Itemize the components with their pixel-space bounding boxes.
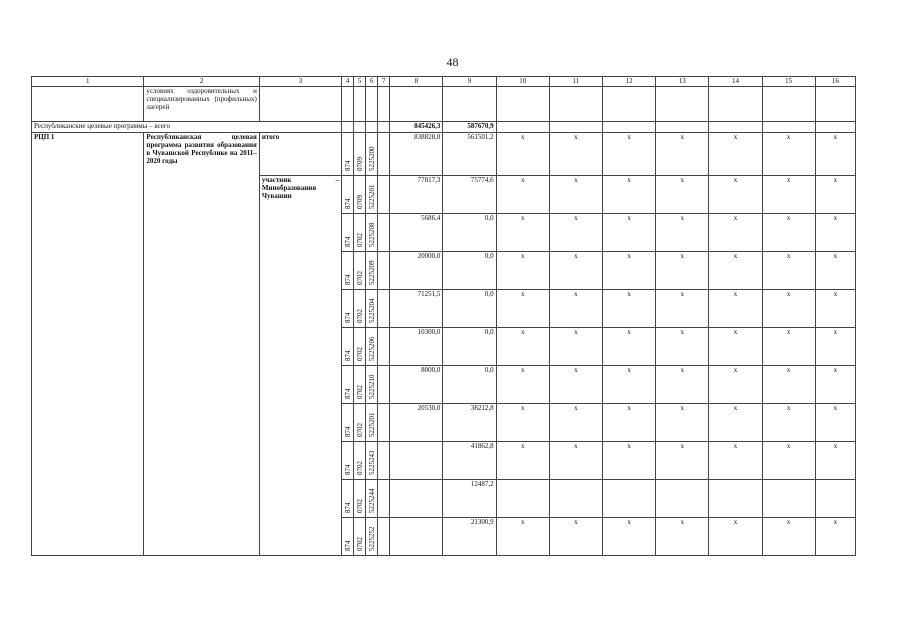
code-cell-c5 [354, 214, 366, 252]
code-cell-c5 [354, 290, 366, 328]
code-c4: 874 [343, 236, 352, 247]
header-cell: 4 [342, 77, 354, 87]
code-cell-c4 [342, 442, 354, 480]
header-cell: 7 [378, 77, 390, 87]
header-row [32, 77, 856, 87]
x-mark-cell: x [496, 176, 549, 214]
x-mark-cell: x [656, 214, 709, 252]
header-cell: 5 [354, 77, 366, 87]
code-cell-c5 [354, 328, 366, 366]
code-cell-c6 [366, 214, 378, 252]
header-cell: 12 [602, 77, 655, 87]
x-mark-cell: x [549, 252, 602, 290]
x-mark-cell: x [815, 366, 855, 404]
x-mark-cell: x [815, 328, 855, 366]
empty-col-7 [378, 252, 390, 290]
row-label [259, 214, 341, 252]
x-mark-cell: x [602, 328, 655, 366]
x-mark-cell: x [709, 442, 762, 480]
code-cell-c4 [342, 133, 354, 176]
header-cell: 1 [32, 77, 144, 87]
header-cell: 6 [366, 77, 378, 87]
value-col-8: 5686,4 [390, 214, 443, 252]
x-mark-cell: x [815, 214, 855, 252]
x-mark-cell: x [762, 252, 815, 290]
x-mark-cell: x [496, 404, 549, 442]
program-name: Республиканская целевая программа развития образования в Чувашской Республике на 2011–2020 годы [144, 133, 259, 556]
code-c4: 874 [343, 502, 352, 513]
x-mark-cell: x [762, 290, 815, 328]
code-cell-c6 [366, 133, 378, 176]
row-label [259, 290, 341, 328]
x-mark-cell: x [602, 518, 655, 556]
value-col-9: 75774,6 [443, 176, 496, 214]
row-label [259, 328, 341, 366]
header-cell: 2 [144, 77, 259, 87]
x-mark-cell: x [815, 404, 855, 442]
x-mark-cell: x [709, 176, 762, 214]
code-c5: 0702 [355, 537, 364, 551]
code-cell-c4 [342, 176, 354, 214]
code-cell-c5 [354, 404, 366, 442]
continuation-text: условиях оздоровительных и специализированных (профильных) лагерей [144, 87, 259, 122]
code-cell-c4 [342, 518, 354, 556]
value-col-9: 12487,2 [443, 480, 496, 518]
x-mark-cell: x [602, 214, 655, 252]
value-col-9: 41862,8 [443, 442, 496, 480]
x-mark-cell: x [709, 133, 762, 176]
code-c4: 874 [343, 426, 352, 437]
x-mark-cell: x [549, 214, 602, 252]
code-c6: 5225209 [367, 260, 376, 285]
x-mark-cell: x [496, 214, 549, 252]
code-c5: 0702 [355, 309, 364, 323]
row-label [259, 366, 341, 404]
x-mark-cell: x [549, 518, 602, 556]
code-cell-c6 [366, 328, 378, 366]
code-c5: 0702 [355, 461, 364, 475]
code-cell-c5 [354, 366, 366, 404]
budget-table [31, 76, 856, 556]
row-label [259, 404, 341, 442]
code-cell-c6 [366, 252, 378, 290]
code-c6: 5225210 [367, 374, 376, 399]
x-mark-cell [709, 480, 762, 518]
code-cell-c6 [366, 442, 378, 480]
header-cell: 11 [549, 77, 602, 87]
code-cell-c5 [354, 133, 366, 176]
x-mark-cell: x [549, 133, 602, 176]
value-col-8: 8000,0 [390, 366, 443, 404]
x-mark-cell: x [602, 442, 655, 480]
code-c6: 5225244 [367, 488, 376, 513]
x-mark-cell: x [656, 133, 709, 176]
empty-col-7 [378, 176, 390, 214]
x-mark-cell: x [815, 176, 855, 214]
code-c4: 874 [343, 350, 352, 361]
x-mark-cell [549, 480, 602, 518]
x-mark-cell: x [549, 176, 602, 214]
table-row [32, 133, 856, 176]
empty-col-7 [378, 214, 390, 252]
code-cell-c4 [342, 290, 354, 328]
code-cell-c4 [342, 214, 354, 252]
x-mark-cell: x [656, 176, 709, 214]
code-cell-c5 [354, 518, 366, 556]
x-mark-cell: x [602, 176, 655, 214]
empty-col-7 [378, 442, 390, 480]
code-c6: 5225208 [367, 222, 376, 247]
x-mark-cell: x [602, 290, 655, 328]
x-mark-cell: x [815, 290, 855, 328]
x-mark-cell: x [496, 328, 549, 366]
x-mark-cell: x [549, 290, 602, 328]
header-cell: 16 [815, 77, 855, 87]
code-c4: 874 [343, 312, 352, 323]
code-cell-c5 [354, 480, 366, 518]
total-value-8: 845426,3 [390, 122, 443, 133]
code-c6: 5225201 [367, 412, 376, 437]
header-cell: 3 [259, 77, 341, 87]
code-c5: 0702 [355, 271, 364, 285]
row-label: участник – Минобразования Чувашии [259, 176, 341, 214]
value-col-8 [390, 518, 443, 556]
total-value-9: 587670,9 [443, 122, 496, 133]
total-row [32, 122, 856, 133]
x-mark-cell: x [496, 290, 549, 328]
x-mark-cell: x [762, 214, 815, 252]
x-mark-cell: x [602, 252, 655, 290]
code-cell-c6 [366, 480, 378, 518]
value-col-9: 561501,2 [443, 133, 496, 176]
row-label [259, 442, 341, 480]
code-cell-c6 [366, 404, 378, 442]
x-mark-cell: x [549, 442, 602, 480]
code-cell-c4 [342, 328, 354, 366]
x-mark-cell: x [496, 442, 549, 480]
x-mark-cell: x [656, 290, 709, 328]
x-mark-cell: x [762, 133, 815, 176]
value-col-9: 0,0 [443, 214, 496, 252]
empty-col-7 [378, 518, 390, 556]
x-mark-cell: x [709, 404, 762, 442]
value-col-8: 77817,3 [390, 176, 443, 214]
header-cell: 14 [709, 77, 762, 87]
x-mark-cell: x [815, 133, 855, 176]
header-cell: 13 [656, 77, 709, 87]
x-mark-cell: x [762, 518, 815, 556]
x-mark-cell: x [762, 328, 815, 366]
x-mark-cell: x [762, 366, 815, 404]
code-c4: 874 [343, 388, 352, 399]
x-mark-cell: x [709, 366, 762, 404]
x-mark-cell: x [709, 518, 762, 556]
x-mark-cell: x [602, 404, 655, 442]
x-mark-cell: x [815, 442, 855, 480]
x-mark-cell: x [709, 290, 762, 328]
x-mark-cell: x [496, 252, 549, 290]
code-cell-c6 [366, 290, 378, 328]
header-cell: 15 [762, 77, 815, 87]
code-cell-c5 [354, 252, 366, 290]
x-mark-cell: x [549, 328, 602, 366]
code-c5: 0702 [355, 423, 364, 437]
x-mark-cell [496, 480, 549, 518]
empty-col-7 [378, 133, 390, 176]
x-mark-cell: x [815, 252, 855, 290]
code-c5: 0709 [355, 157, 364, 171]
code-c6: 5225243 [367, 450, 376, 475]
row-label [259, 252, 341, 290]
code-cell-c4 [342, 480, 354, 518]
row-label [259, 518, 341, 556]
code-cell-c6 [366, 518, 378, 556]
value-col-8: 20530,0 [390, 404, 443, 442]
x-mark-cell: x [656, 404, 709, 442]
value-col-9: 0,0 [443, 290, 496, 328]
code-cell-c4 [342, 366, 354, 404]
x-mark-cell: x [709, 214, 762, 252]
x-mark-cell [815, 480, 855, 518]
value-col-9: 0,0 [443, 366, 496, 404]
x-mark-cell: x [656, 328, 709, 366]
empty-col-7 [378, 290, 390, 328]
x-mark-cell: x [496, 366, 549, 404]
x-mark-cell: x [656, 366, 709, 404]
header-cell: 10 [496, 77, 549, 87]
empty-col-7 [378, 366, 390, 404]
code-c4: 874 [343, 464, 352, 475]
x-mark-cell: x [496, 133, 549, 176]
code-cell-c5 [354, 176, 366, 214]
code-c4: 874 [343, 160, 352, 171]
code-c6: 5225206 [367, 336, 376, 361]
x-mark-cell: x [815, 518, 855, 556]
x-mark-cell: x [762, 176, 815, 214]
x-mark-cell: x [549, 366, 602, 404]
code-c5: 0702 [355, 499, 364, 513]
code-c6: 5225204 [367, 298, 376, 323]
x-mark-cell [602, 480, 655, 518]
x-mark-cell: x [762, 442, 815, 480]
code-c5: 0702 [355, 233, 364, 247]
code-cell-c4 [342, 404, 354, 442]
code-c4: 874 [343, 198, 352, 209]
program-code: РЦП 1 [32, 133, 144, 556]
total-label: Республиканские целевые программы – всего [32, 122, 342, 133]
code-cell-c6 [366, 366, 378, 404]
x-mark-cell: x [709, 328, 762, 366]
row-label: итого [259, 133, 341, 176]
value-col-8 [390, 442, 443, 480]
x-mark-cell: x [709, 252, 762, 290]
value-col-8: 20000,0 [390, 252, 443, 290]
x-mark-cell: x [602, 133, 655, 176]
value-col-8: 10300,0 [390, 328, 443, 366]
x-mark-cell [656, 480, 709, 518]
x-mark-cell: x [656, 252, 709, 290]
code-c5: 0709 [355, 195, 364, 209]
continuation-row [32, 87, 856, 122]
code-cell-c4 [342, 252, 354, 290]
empty-col-7 [378, 404, 390, 442]
x-mark-cell: x [602, 366, 655, 404]
header-cell: 9 [443, 77, 496, 87]
code-c6: 5225252 [367, 526, 376, 551]
page-number: 48 [446, 55, 459, 69]
code-cell-c5 [354, 442, 366, 480]
row-label [259, 480, 341, 518]
value-col-9: 21300,9 [443, 518, 496, 556]
value-col-9: 0,0 [443, 252, 496, 290]
code-c5: 0702 [355, 347, 364, 361]
value-col-9: 38212,8 [443, 404, 496, 442]
x-mark-cell: x [762, 404, 815, 442]
code-c6: 5225201 [367, 184, 376, 209]
value-col-8: 838828,0 [390, 133, 443, 176]
x-mark-cell: x [496, 518, 549, 556]
value-col-9: 0,0 [443, 328, 496, 366]
code-c4: 874 [343, 274, 352, 285]
value-col-8 [390, 480, 443, 518]
code-cell-c6 [366, 176, 378, 214]
code-c6: 5225200 [367, 146, 376, 171]
x-mark-cell: x [549, 404, 602, 442]
code-c5: 0702 [355, 385, 364, 399]
empty-col-7 [378, 480, 390, 518]
header-cell: 8 [390, 77, 443, 87]
empty-col-7 [378, 328, 390, 366]
value-col-8: 71251,5 [390, 290, 443, 328]
x-mark-cell: x [656, 518, 709, 556]
code-c4: 874 [343, 540, 352, 551]
x-mark-cell: x [656, 442, 709, 480]
x-mark-cell [762, 480, 815, 518]
